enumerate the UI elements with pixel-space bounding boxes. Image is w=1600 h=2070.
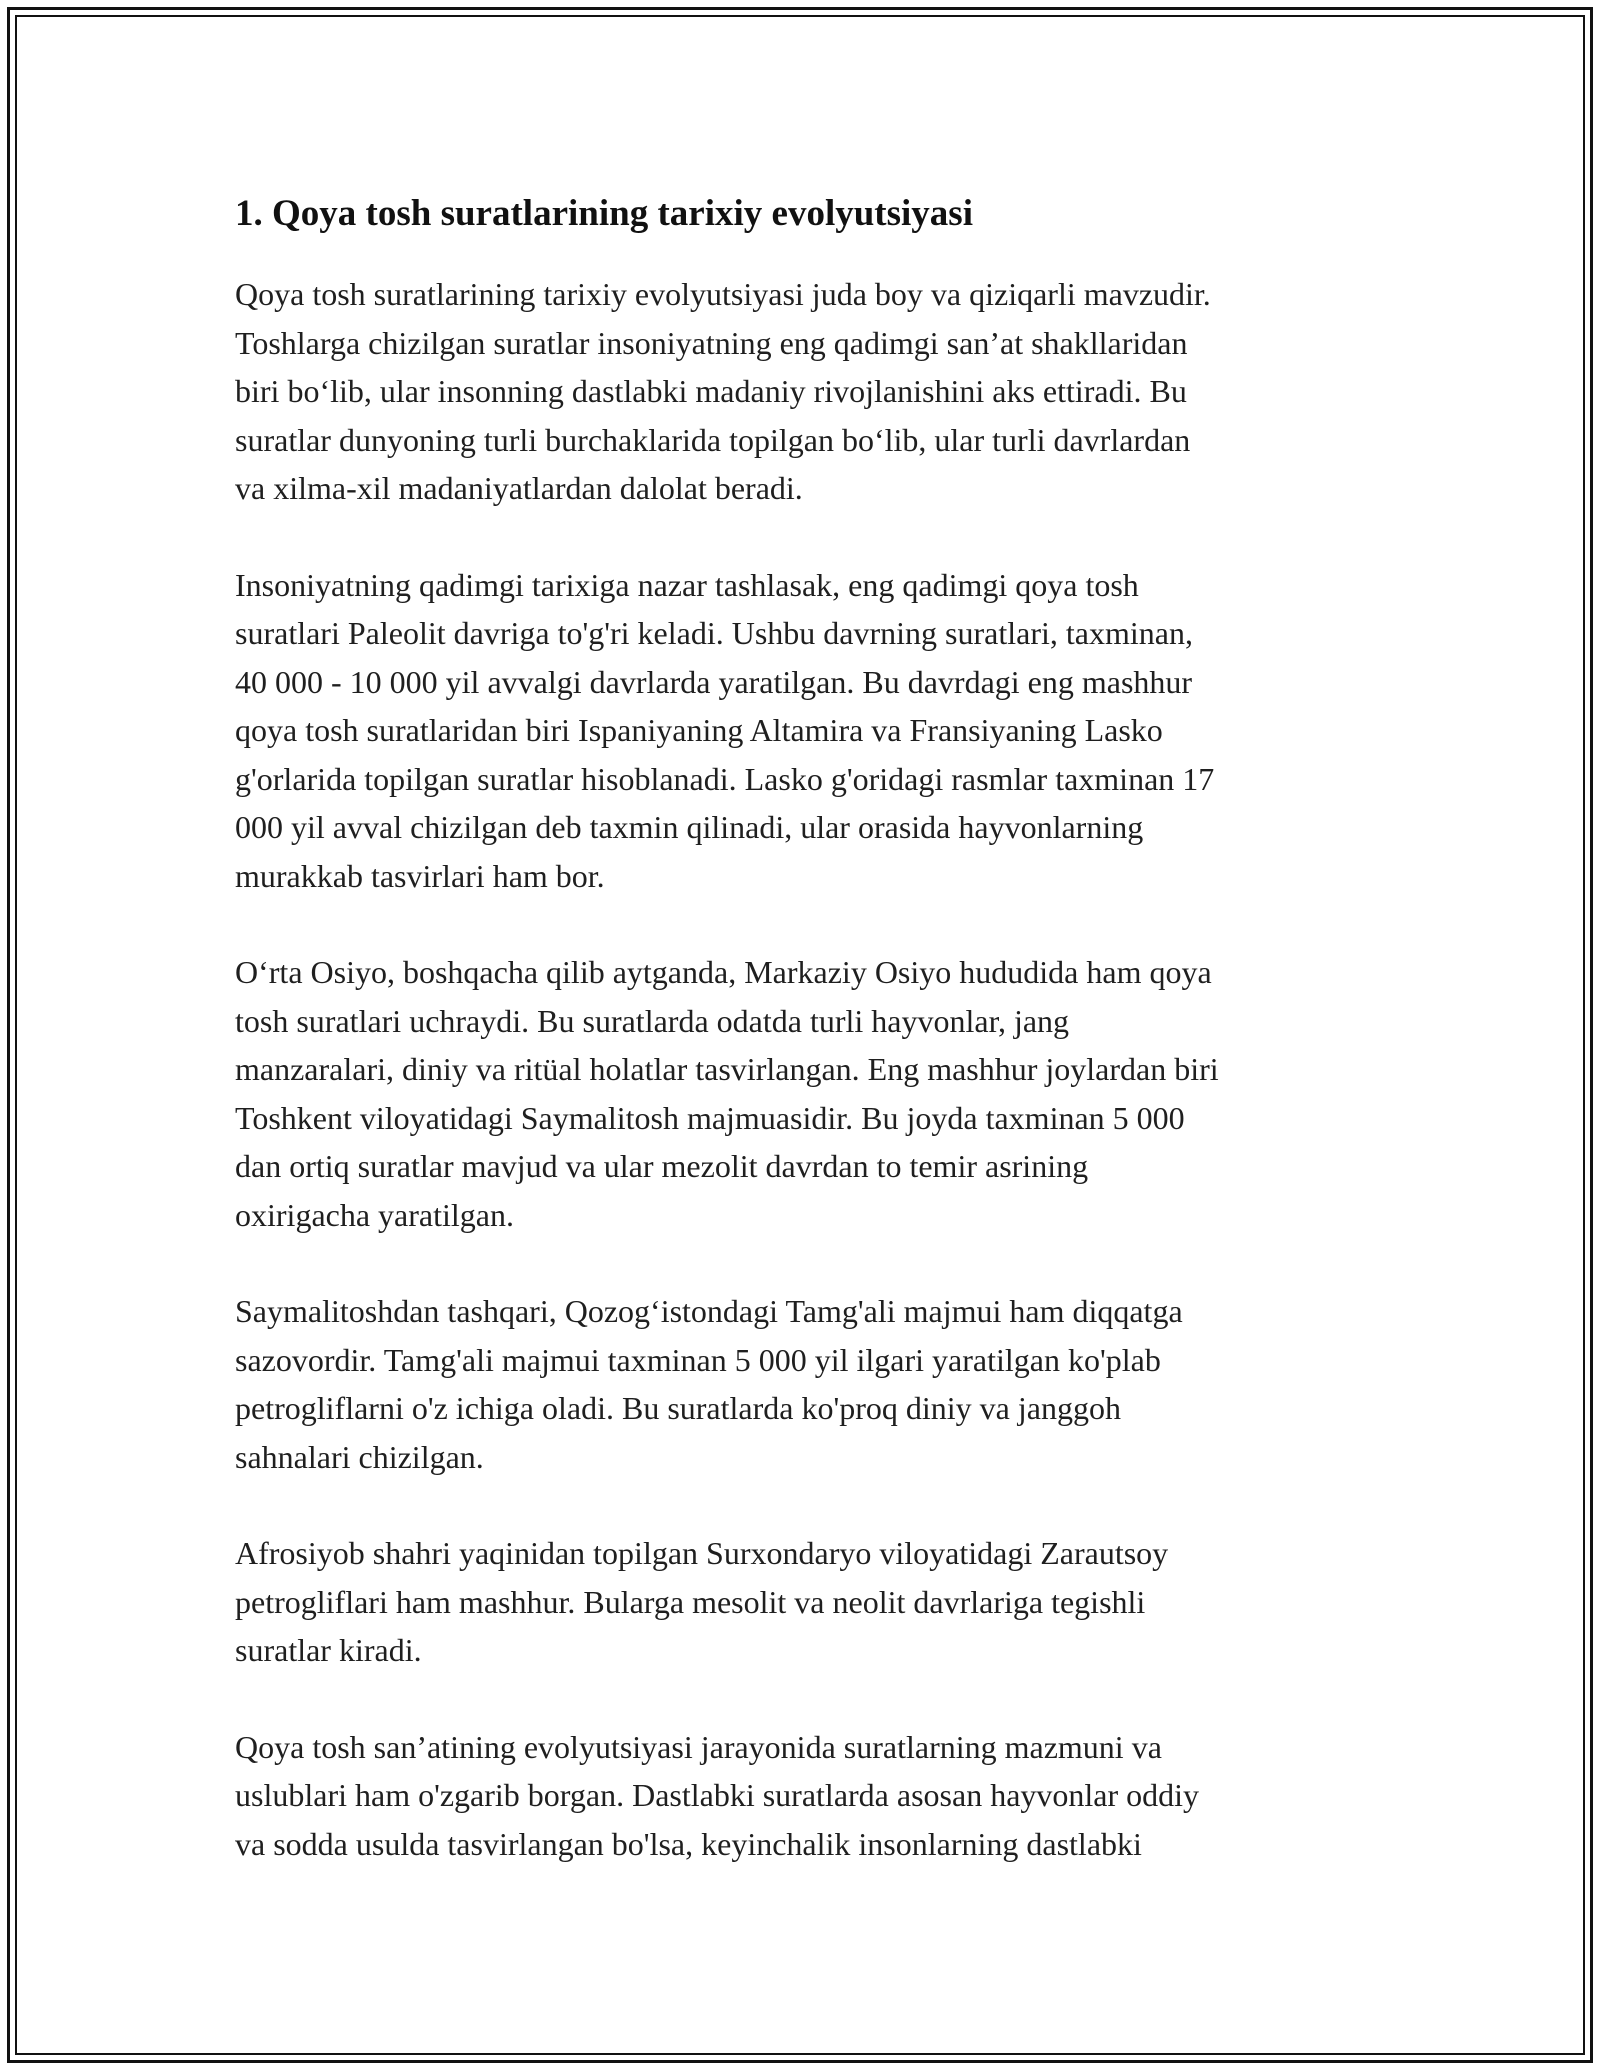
text-line: tosh suratlari uchraydi. Bu suratlarda odatda turli hayvonlar, jang <box>235 1002 1070 1039</box>
paragraph <box>235 948 1375 1239</box>
text-line: biri bo‘lib, ular insonning dastlabki madaniy rivojlanishini aks ettiradi. Bu <box>235 373 1187 409</box>
text-line: Toshlarga chizilgan suratlar insoniyatning eng qadimgi san’at shakllaridan <box>235 324 1188 361</box>
text-line: petrogliflari ham mashhur. Bularga mesolit va neolit davrlariga tegishli <box>235 1583 1146 1620</box>
paragraph <box>235 1287 1375 1481</box>
text-line: 000 yil avval chizilgan deb taxmin qilinadi, ular orasida hayvonlarning <box>235 809 1144 845</box>
text-line: g'orlarida topilgan suratlar hisoblanadi. Lasko g'oridagi rasmlar taxminan 17 <box>235 760 1215 797</box>
text-line: qoya tosh suratlaridan biri Ispaniyaning Altamira va Fransiyaning Lasko <box>235 712 1163 748</box>
text-line: suratlar kiradi. <box>235 1632 422 1668</box>
text-line: uslublari ham o'zgarib borgan. Dastlabki suratlarda asosan hayvonlar oddiy <box>235 1777 1200 1813</box>
section-heading: 1. Qoya tosh suratlarining tarixiy evolyutsiyasi <box>235 193 973 234</box>
text-line: manzaralari, diniy va ritüal holatlar tasvirlangan. Eng mashhur joylardan biri <box>235 1051 1219 1087</box>
paragraph <box>235 1723 1375 1869</box>
text-line: Qoya tosh suratlarining tarixiy evolyutsiyasi juda boy va qiziqarli mavzudir. <box>235 276 1211 312</box>
text-line: va sodda usulda tasvirlangan bo'lsa, keyinchalik insonlarning dastlabki <box>235 1825 1142 1862</box>
text-line: petrogliflarni o'z ichiga oladi. Bu suratlarda ko'proq diniy va janggoh <box>235 1390 1121 1426</box>
text-line: suratlari Paleolit davriga to'g'ri keladi. Ushbu davrning suratlari, taxminan, <box>235 615 1193 651</box>
text-line: Saymalitoshdan tashqari, Qozog‘istondagi Tamg'ali majmui ham diqqatga <box>235 1293 1183 1329</box>
paragraph <box>235 270 1375 513</box>
text-line: oxirigacha yaratilgan. <box>235 1196 514 1233</box>
text-line: 40 000 - 10 000 yil avvalgi davrlarda yaratilgan. Bu davrdagi eng mashhur <box>235 663 1193 700</box>
text-line: dan ortiq suratlar mavjud va ular mezolit davrdan to temir asrining <box>235 1148 1089 1184</box>
document-body <box>235 186 1375 1916</box>
text-line: Insoniyatning qadimgi tarixiga nazar tashlasak, eng qadimgi qoya tosh <box>235 566 1139 603</box>
text-line: Toshkent viloyatidagi Saymalitosh majmuasidir. Bu joyda taxminan 5 000 <box>235 1099 1185 1136</box>
text-line: va xilma-xil madaniyatlardan dalolat beradi. <box>235 470 803 506</box>
paragraph <box>235 1529 1375 1675</box>
text-line: O‘rta Osiyo, boshqacha qilib aytganda, Markaziy Osiyo hududida ham qoya <box>235 954 1212 990</box>
text-line: sahnalari chizilgan. <box>235 1438 484 1475</box>
text-line: Qoya tosh san’atining evolyutsiyasi jarayonida suratlarning mazmuni va <box>235 1728 1162 1765</box>
paragraph-list <box>235 270 1375 1868</box>
paragraph <box>235 561 1375 901</box>
text-line: murakkab tasvirlari ham bor. <box>235 857 605 894</box>
text-line: Afrosiyob shahri yaqinidan topilgan Surxondaryo viloyatidagi Zarautsoy <box>235 1535 1169 1571</box>
text-line: sazovordir. Tamg'ali majmui taxminan 5 000 yil ilgari yaratilgan ko'plab <box>235 1341 1161 1378</box>
text-line: suratlar dunyoning turli burchaklarida topilgan bo‘lib, ular turli davrlardan <box>235 421 1191 458</box>
